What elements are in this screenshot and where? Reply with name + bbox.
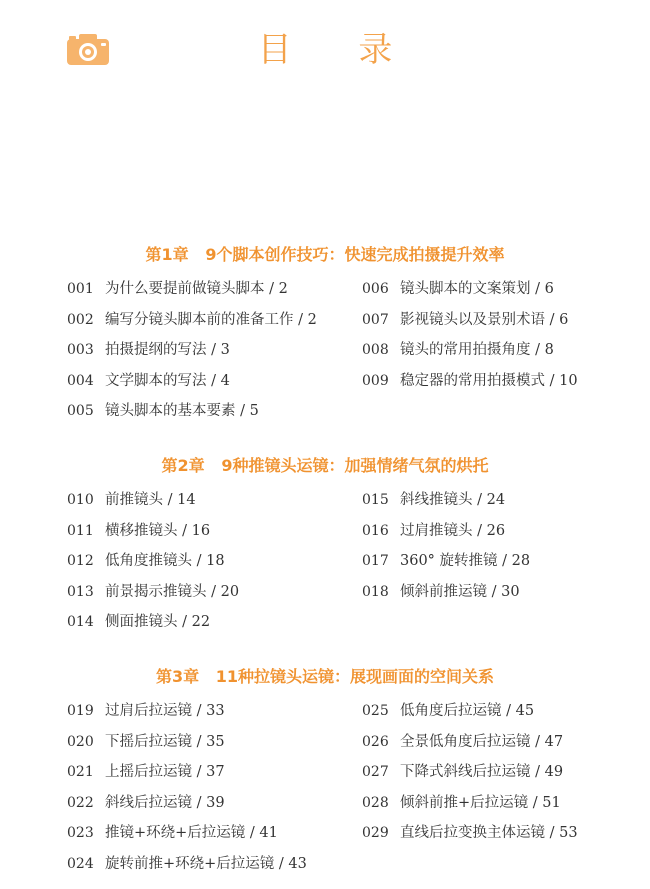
toc-entry[interactable]	[67, 550, 239, 581]
toc-entry[interactable]	[362, 731, 578, 762]
entry-number: 021	[67, 764, 94, 780]
toc-entry[interactable]	[67, 700, 307, 731]
entry-number: 024	[67, 855, 94, 872]
entry-number: 026	[362, 733, 389, 750]
toc-entry[interactable]	[67, 853, 307, 884]
toc-entry[interactable]	[362, 370, 578, 401]
entry-number: 010	[67, 492, 94, 508]
entry-number: 014	[67, 614, 94, 630]
toc-entry[interactable]	[67, 370, 317, 401]
chapter-2	[0, 455, 650, 630]
toc-entry[interactable]	[67, 339, 317, 370]
entry-title: 拍摄提纲的写法 / 3	[105, 342, 230, 358]
entry-title: 上摇后拉运镜 / 37	[105, 764, 225, 780]
entry-number: 025	[362, 703, 389, 719]
entry-number: 017	[362, 553, 389, 569]
entry-title: 低角度后拉运镜 / 45	[400, 703, 535, 719]
toc-entry[interactable]	[67, 278, 317, 309]
entry-title: 前景揭示推镜头 / 20	[105, 583, 240, 600]
chapter-heading: 第3章 11种拉镜头运镜：展现画面的空间关系	[155, 667, 495, 686]
entry-number: 004	[67, 372, 94, 389]
entry-title: 为什么要提前做镜头脚本 / 2	[105, 281, 288, 297]
entry-title: 斜线后拉运镜 / 39	[105, 794, 225, 811]
toc-entry[interactable]	[362, 550, 530, 581]
entry-title: 低角度推镜头 / 18	[105, 553, 225, 569]
entry-title: 下摇后拉运镜 / 35	[105, 733, 225, 750]
entry-number: 020	[67, 733, 94, 750]
entry-title: 全景低角度后拉运镜 / 47	[400, 733, 564, 750]
entry-title: 直线后拉变换主体运镜 / 53	[400, 825, 578, 841]
toc-entry[interactable]	[67, 489, 239, 520]
toc-column-right	[362, 700, 578, 853]
entry-title: 前推镜头 / 14	[105, 492, 196, 508]
toc-entry[interactable]	[67, 400, 317, 431]
entry-title: 推镜+环绕+后拉运镜 / 41	[105, 825, 278, 841]
entry-number: 015	[362, 492, 389, 508]
entry-title: 稳定器的常用拍摄模式 / 10	[400, 372, 578, 389]
toc-entry[interactable]	[67, 581, 239, 612]
entry-number: 018	[362, 583, 389, 600]
entry-number: 009	[362, 372, 389, 389]
entry-number: 006	[362, 281, 389, 297]
toc-entry[interactable]	[362, 278, 578, 309]
entry-number: 012	[67, 553, 94, 569]
toc-entry[interactable]	[362, 489, 530, 520]
entry-title: 过肩后拉运镜 / 33	[105, 703, 225, 719]
entry-title: 影视镜头以及景别术语 / 6	[400, 311, 569, 328]
entry-number: 013	[67, 583, 94, 600]
chapter-heading: 第2章 9种推镜头运镜：加强情绪气氛的烘托	[161, 456, 489, 475]
entry-title: 镜头的常用拍摄角度 / 8	[400, 342, 554, 358]
toc-entry[interactable]	[67, 309, 317, 340]
entry-title: 镜头脚本的基本要素 / 5	[105, 403, 259, 419]
toc-column-right	[362, 489, 530, 611]
toc-entry[interactable]	[67, 792, 307, 823]
entry-title: 文学脚本的写法 / 4	[105, 372, 230, 389]
entry-title: 过肩推镜头 / 26	[400, 522, 506, 539]
toc-entry[interactable]	[362, 339, 578, 370]
toc-entry[interactable]	[362, 700, 578, 731]
toc-column-right	[362, 278, 578, 400]
toc-entry[interactable]	[362, 581, 530, 612]
entry-title: 下降式斜线后拉运镜 / 49	[400, 764, 564, 780]
page-title: 目 录	[257, 30, 421, 70]
entry-number: 027	[362, 764, 389, 780]
toc-column-left	[67, 700, 307, 883]
entry-number: 029	[362, 825, 389, 841]
entry-title: 倾斜前推运镜 / 30	[400, 583, 520, 600]
entry-number: 008	[362, 342, 389, 358]
toc-entry[interactable]	[362, 792, 578, 823]
entry-title: 侧面推镜头 / 22	[105, 614, 211, 630]
toc-entry[interactable]	[67, 611, 239, 642]
toc-column-left	[67, 489, 239, 642]
toc-entry[interactable]	[362, 822, 578, 853]
entry-title: 旋转前推+环绕+后拉运镜 / 43	[105, 855, 307, 872]
entry-title: 斜线推镜头 / 24	[400, 492, 506, 508]
toc-entry[interactable]	[362, 520, 530, 551]
entry-number: 003	[67, 342, 94, 358]
toc-entry[interactable]	[67, 761, 307, 792]
entry-number: 028	[362, 794, 389, 811]
toc-column-left	[67, 278, 317, 431]
entry-title: 横移推镜头 / 16	[105, 522, 211, 539]
chapter-3	[0, 666, 650, 872]
toc-entry[interactable]	[362, 309, 578, 340]
toc-entry[interactable]	[362, 761, 578, 792]
toc-entry[interactable]	[67, 731, 307, 762]
toc-entry[interactable]	[67, 822, 307, 853]
entry-number: 023	[67, 825, 94, 841]
entry-number: 011	[67, 522, 94, 539]
entry-number: 001	[67, 281, 94, 297]
entry-number: 007	[362, 311, 389, 328]
entry-title: 编写分镜头脚本前的准备工作 / 2	[105, 311, 317, 328]
entry-number: 005	[67, 403, 94, 419]
entry-title: 倾斜前推+后拉运镜 / 51	[400, 794, 561, 811]
chapter-1	[0, 244, 650, 419]
entry-number: 019	[67, 703, 94, 719]
entry-title: 360° 旋转推镜 / 28	[400, 553, 531, 569]
entry-number: 002	[67, 311, 94, 328]
toc-entry[interactable]	[67, 520, 239, 551]
chapter-heading: 第1章 9个脚本创作技巧：快速完成拍摄提升效率	[145, 245, 505, 264]
entry-number: 016	[362, 522, 389, 539]
entry-title: 镜头脚本的文案策划 / 6	[400, 281, 554, 297]
entry-number: 022	[67, 794, 94, 811]
